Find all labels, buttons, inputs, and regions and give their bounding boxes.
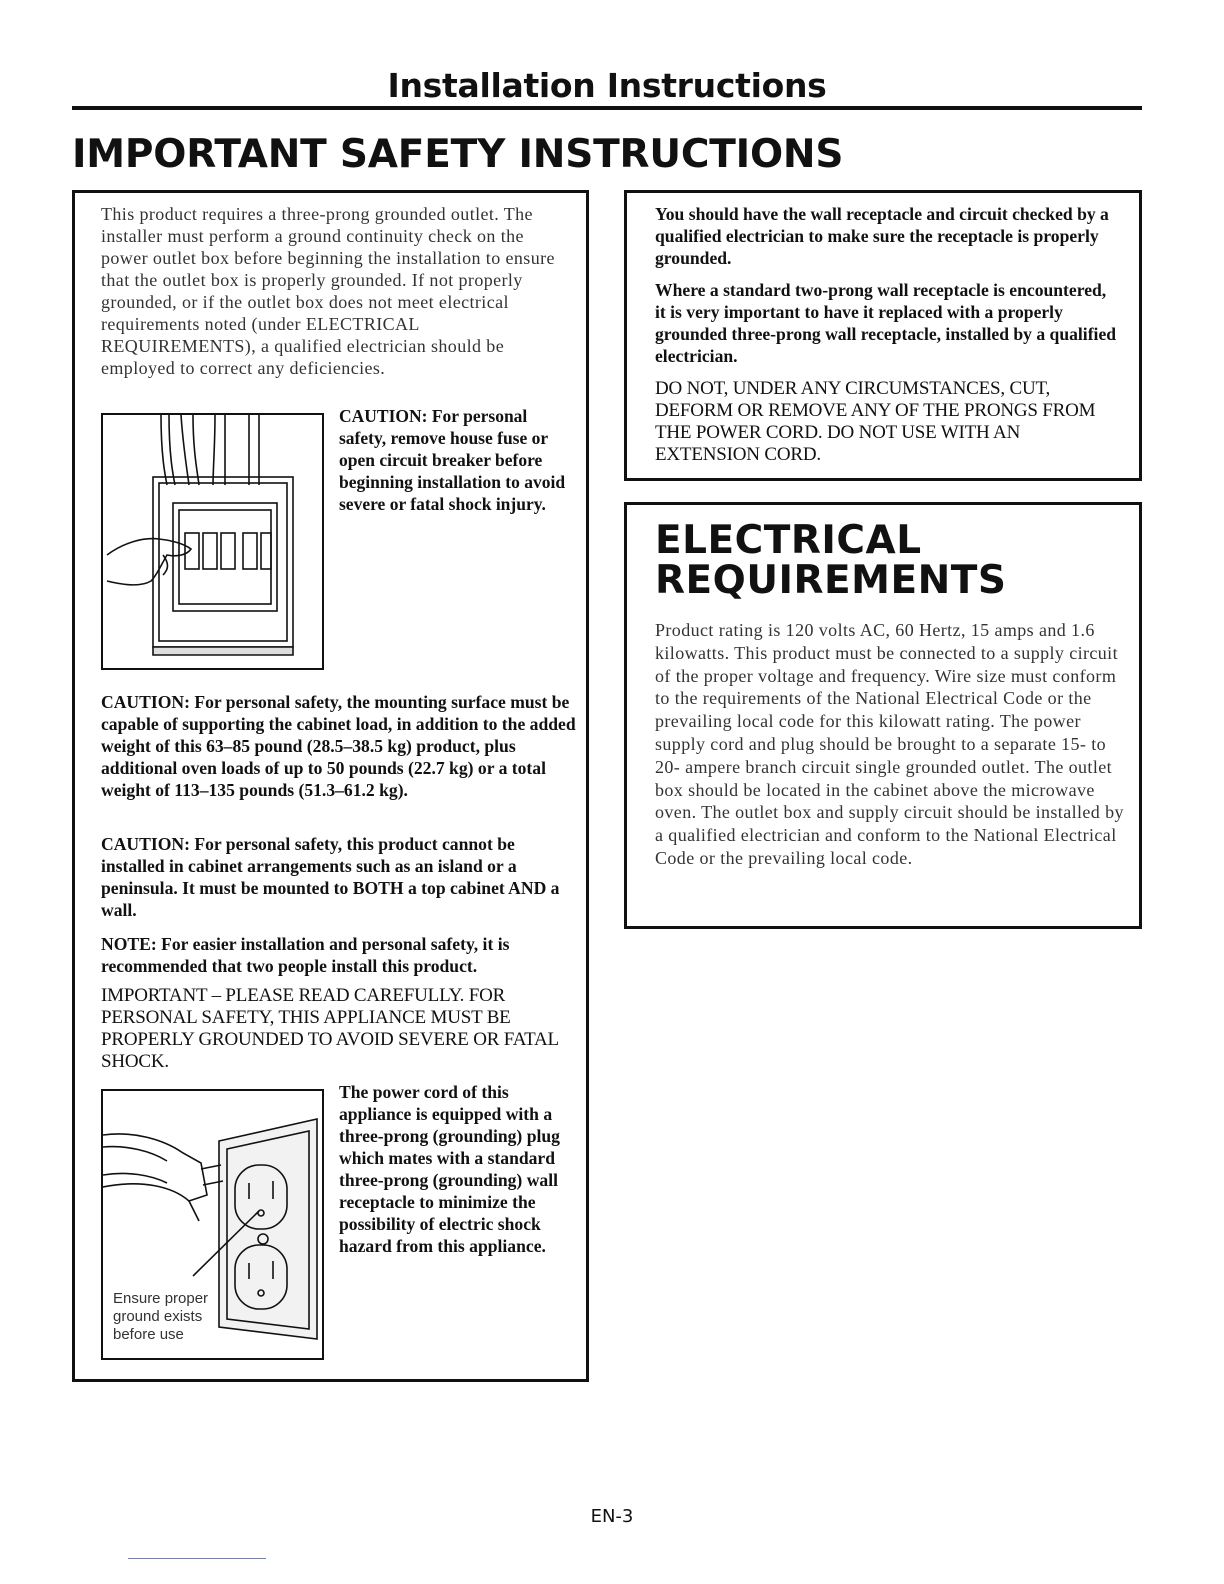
caution-fuse [339,405,569,515]
caution-mounting [101,691,581,801]
electrical-requirements-box [624,502,1142,929]
circuit-breaker-icon [103,415,324,670]
caution-island [101,833,581,921]
power-cord-paragraph: The power cord of this appliance is equipped with a three-prong (grounding) plug which mates with a standard three-prong (grounding) wall receptacle to minimize the possibility of electric shock hazard from this appliance. [339,1082,560,1256]
caution-label: CAUTION: [101,834,190,854]
intro-paragraph: This product requires a three-prong grounded outlet. The installer must perform a ground continuity check on the power outlet box before beginning the installation to ensure that the outlet box is properly grounded. If not properly grounded, or if the outlet box does not meet electrical requirements noted (under ELECTRICAL REQUIREMENTS), a qualified electrician should be employed to correct any deficiencies. [101,204,555,378]
outlet-caption: Ensure proper ground exists before use [113,1290,209,1343]
section-title: Installation Instructions [387,66,827,105]
safety-instructions-box [72,190,589,1382]
caution-label: CAUTION: [101,692,190,712]
note-label: NOTE: [101,934,157,954]
electrical-requirements-body: Product rating is 120 volts AC, 60 Hertz, 15 amps and 1.6 kilowatts. This product must be connected to a supply circuit of the proper voltage and frequency. Wire size must conform to the requirements of the National Electrical Code or the prevailing local code for this kilowatt rating. The power supply cord and plug should be brought to a separate 15- to 20- ampere branch circuit single grounded outlet. The outlet box should be located in the cabinet above the microwave oven. The outlet box and supply circuit should be installed by a qualified electrician and conform to the National Electrical Code or the prevailing local code. [655,620,1124,868]
prong-warning-paragraph: DO NOT, UNDER ANY CIRCUMSTANCES, CUT, DEFORM OR REMOVE ANY OF THE PRONGS FROM THE POWER CORD. DO NOT USE WITH AN EXTENSION CORD. [655,378,1096,465]
caution-fuse-text: For personal safety, remove house fuse or open circuit breaker before beginning installation to avoid severe or fatal shock injury. [339,406,566,514]
footer-line [128,1558,266,1559]
electrical-requirements-title: ELECTRICAL REQUIREMENTS [655,518,1007,603]
receptacle-check-paragraph: You should have the wall receptacle and circuit checked by a qualified electrician to make sure the receptacle is properly grounded. [655,204,1109,268]
page-title: IMPORTANT SAFETY INSTRUCTIONS [72,132,844,177]
header-rule [72,106,1142,110]
circuit-breaker-illustration [101,413,324,670]
page-number: EN-3 [590,1506,634,1527]
caution-label: CAUTION: [339,406,428,426]
two-prong-paragraph: Where a standard two-prong wall receptacle is encountered, it is very important to have it replaced with a properly grounded three-prong wall receptacle, installed by a qualified electrician. [655,280,1117,366]
note-text: For easier installation and personal safety, it is recommended that two people install this product. [101,934,510,976]
outlet-illustration [101,1089,324,1360]
caution-island-text: For personal safety, this product cannot be installed in cabinet arrangements such as an island or a peninsula. It must be mounted to BOTH a top cabinet AND a wall. [101,834,560,920]
important-notice: IMPORTANT – PLEASE READ CAREFULLY. FOR PERSONAL SAFETY, THIS APPLIANCE MUST BE PROPERLY GROUNDED TO AVOID SEVERE OR FATAL SHOCK. [101,985,559,1072]
note-paragraph [101,933,581,977]
receptacle-warning-box [624,190,1142,481]
caution-mounting-text: For personal safety, the mounting surface must be capable of supporting the cabinet load, in addition to the added weight of this 63–85 pound (28.5–38.5 kg) product, plus additional oven loads of up to 50 pounds (22.7 kg) or a total weight of 113–135 pounds (51.3–61.2 kg). [101,692,576,800]
